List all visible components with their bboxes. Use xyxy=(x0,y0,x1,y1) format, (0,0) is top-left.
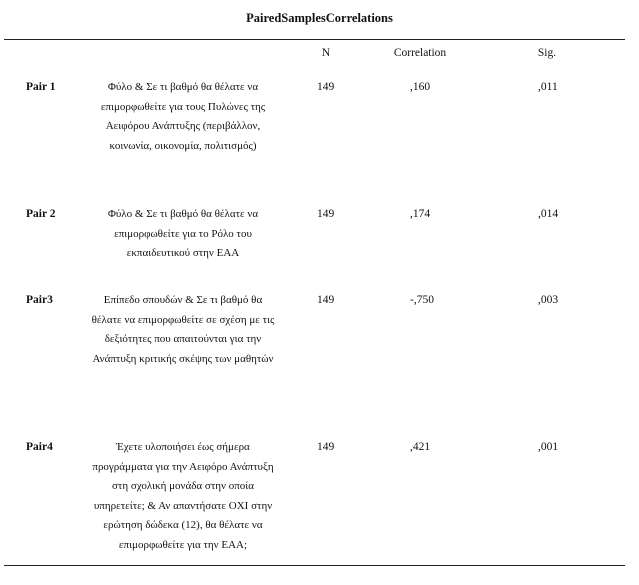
n-value: 149 xyxy=(317,294,335,306)
correlation-value: ,421 xyxy=(410,441,431,453)
description-line: Επίπεδο σπουδών & Σε τι βαθμό θα xyxy=(103,294,263,306)
pair-description xyxy=(88,78,278,156)
pair-label: Pair 2 xyxy=(26,208,56,220)
description-line: Φύλο & Σε τι βαθμό θα θέλατε να xyxy=(107,208,259,220)
description-line: Ανάπτυξη κριτικής σκέψης των μαθητών xyxy=(92,352,274,365)
pair-label: Pair 1 xyxy=(26,81,56,93)
pair-label: Pair4 xyxy=(26,441,53,453)
column-header-sig: Sig. xyxy=(537,47,557,59)
sig-value: ,001 xyxy=(538,441,559,453)
pair-description xyxy=(88,438,278,555)
correlation-value: ,174 xyxy=(410,208,431,220)
correlation-value: -,750 xyxy=(410,294,434,306)
description-line: επιμορφωθείτε για το Ρόλο του xyxy=(114,227,252,240)
table-bottom-rule xyxy=(4,565,625,566)
description-line: δεξιότητες που απαιτούνται για την xyxy=(104,333,262,345)
description-line: εκπαιδευτικού στην ΕΑΑ xyxy=(126,247,240,259)
description-line: επιμορφωθείτε για την ΕΑΑ; xyxy=(118,538,248,551)
column-header-correlation: Correlation xyxy=(393,47,447,59)
n-value: 149 xyxy=(317,441,335,453)
n-value: 149 xyxy=(317,208,335,220)
table-top-rule xyxy=(4,39,625,40)
description-line: ερώτηση δώδεκα (12), θα θέλατε να xyxy=(103,519,263,531)
sig-value: ,011 xyxy=(538,81,558,93)
description-line: στη σχολική μονάδα στην οποία xyxy=(111,480,255,492)
column-header-n: N xyxy=(321,47,331,59)
table-title: PairedSamplesCorrelations xyxy=(246,11,393,25)
description-line: Έχετε υλοποιήσει έως σήμερα xyxy=(116,441,250,453)
correlation-value: ,160 xyxy=(410,81,431,93)
description-line: Φύλο & Σε τι βαθμό θα θέλατε να xyxy=(107,81,259,93)
description-line: θέλατε να επιμορφωθείτε σε σχέση με τις xyxy=(91,313,275,326)
sig-value: ,003 xyxy=(538,294,559,306)
description-line: Αειφόρου Ανάπτυξης (περιβάλλον, xyxy=(105,120,261,132)
description-line: επιμορφωθείτε για τους Πυλώνες της xyxy=(100,100,266,113)
pair-description xyxy=(88,205,278,264)
n-value: 149 xyxy=(317,81,335,93)
pair-description xyxy=(88,291,278,369)
pair-label: Pair3 xyxy=(26,294,53,306)
description-line: κοινωνία, οικονομία, πολιτισμός) xyxy=(109,139,257,152)
description-line: προγράμματα για την Αειφόρο Ανάπτυξη xyxy=(92,460,274,473)
description-line: υπηρετείτε; & Αν απαντήσατε ΟΧΙ στην xyxy=(93,499,273,512)
sig-value: ,014 xyxy=(538,208,559,220)
